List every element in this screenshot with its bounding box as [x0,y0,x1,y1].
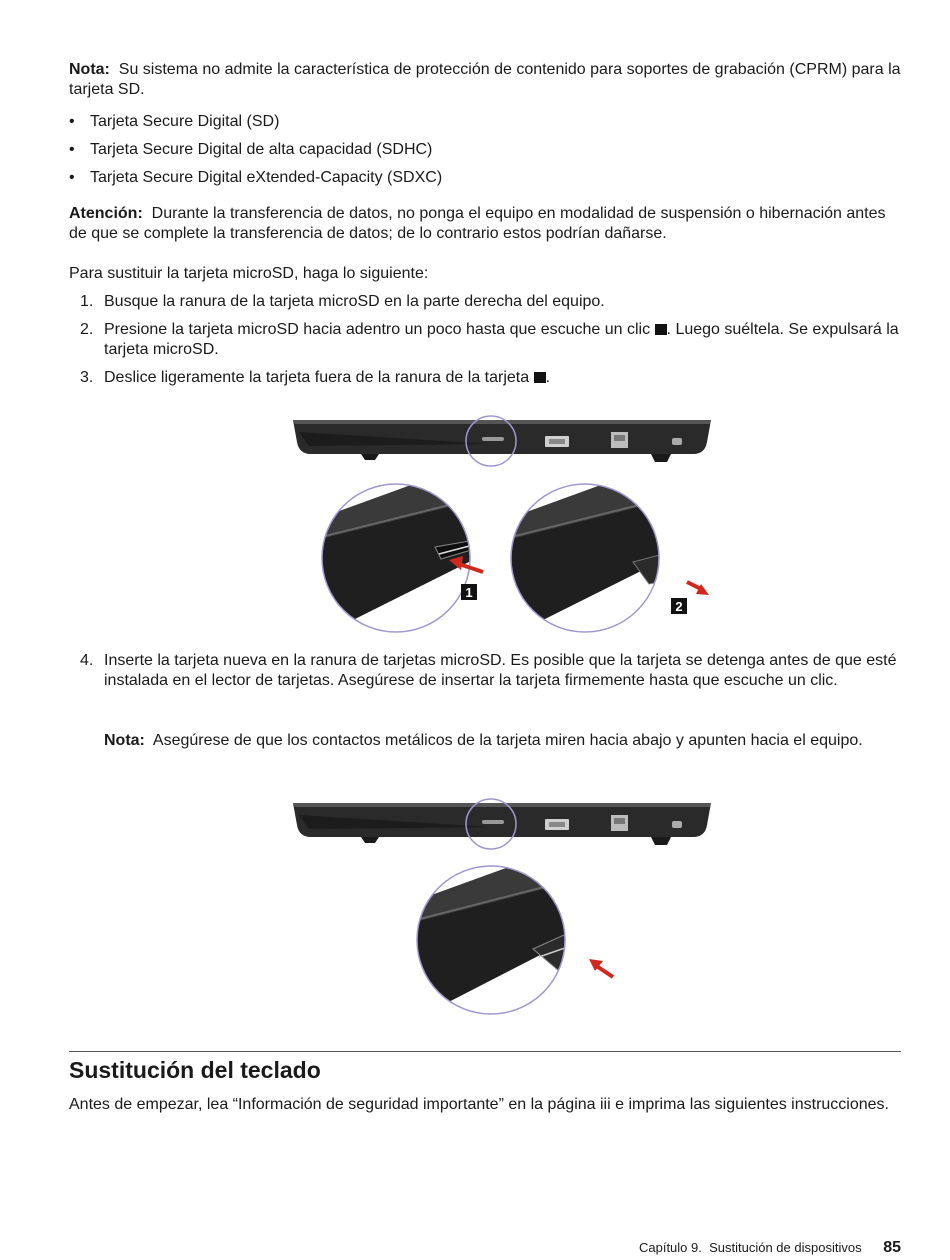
section-intro: Antes de empezar, lea “Información de seguridad importante” en la página iii e imprima las siguientes instrucciones. [69,1096,889,1113]
laptop-side-icon [293,803,711,845]
note-text: Su sistema no admite la característica de protección de contenido para soportes de grabación (CPRM) para la tarjeta SD. [69,61,901,98]
step-text: Busque la ranura de la tarjeta microSD en la parte derecha del equipo. [104,293,605,310]
page-number: 85 [883,1239,901,1256]
step-text: Presione la tarjeta microSD hacia adentro un poco hasta que escuche un clic [104,321,651,338]
figure-insert-microsd [289,795,719,1017]
footer-chapter: Capítulo 9. [638,1240,702,1255]
step-text: Inserte la tarjeta nueva en la ranura de tarjetas microSD. Es posible que la tarjeta se detenga antes de que esté instalada en el lector de tarjetas. Asegúrese de insertar la tarjeta firmemente hasta que escuche un clic. [104,652,897,689]
step-number: 4. [80,652,94,669]
callout-badge-2 [671,598,687,614]
step-text: Deslice ligeramente la tarjeta fuera de la ranura de la tarjeta [104,369,530,386]
closeup-insert-card [404,865,597,1017]
list-item: • Tarjeta Secure Digital (SD) [69,112,442,140]
step-text: . Luego suéltela. Se expulsará la tarjeta microSD. [104,321,899,358]
step-number: 3. [80,369,94,386]
step-3 [69,368,901,396]
svg-text:2: 2 [675,599,683,614]
section-title: Sustitución del teclado [69,1057,321,1083]
callout-2-icon [534,372,546,383]
step-number: 2. [80,321,94,338]
list-item: • Tarjeta Secure Digital de alta capacidad (SDHC) [69,140,442,168]
attention-label: Atención: [69,205,143,222]
note-contacts [104,731,894,751]
step-text: . [545,369,551,386]
step-4 [69,651,901,691]
step-1 [69,292,901,320]
steps-list-continued [69,651,901,691]
procedure-intro: Para sustituir la tarjeta microSD, haga lo siguiente: [69,265,429,282]
note-cprm [69,60,901,100]
svg-text:1: 1 [465,585,473,600]
closeup-card-ejected [499,482,681,638]
section-divider [69,1051,901,1052]
note-label: Nota: [69,61,110,78]
step-2 [69,320,901,368]
step-number: 1. [80,293,94,310]
page-footer [639,1239,901,1257]
card-type-list [69,112,442,196]
callout-1-icon [655,324,667,335]
list-item: • Tarjeta Secure Digital eXtended-Capacity (SDXC) [69,168,442,196]
note-label: Nota: [104,732,145,749]
note-text: Asegúrese de que los contactos metálicos de la tarjeta miren hacia abajo y apunten hacia el equipo. [152,732,863,749]
footer-chapter-title: Sustitución de dispositivos [709,1240,862,1255]
attention-note [69,204,901,244]
laptop-side-icon [293,420,711,462]
steps-list [69,292,901,396]
callout-badge-1 [461,584,477,600]
figure-remove-microsd [289,412,719,638]
attention-text: Durante la transferencia de datos, no ponga el equipo en modalidad de suspensión o hibernación antes de que se complete la transferencia de datos; de lo contrario estos podrían dañarse. [69,205,886,242]
document-page [69,0,901,1260]
